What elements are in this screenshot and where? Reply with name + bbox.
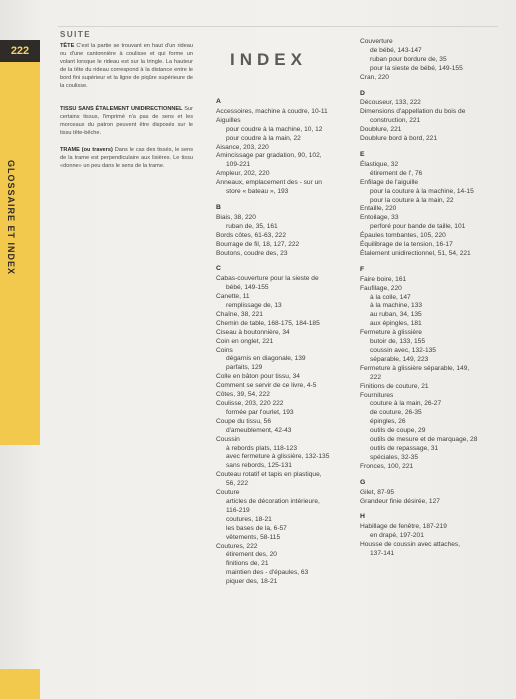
- index-entry: Bords côtes, 61-63, 222: [216, 231, 287, 239]
- index-entry: Épaules tombantes, 105, 220: [360, 232, 446, 240]
- index-entry: store « bateau », 193: [226, 188, 289, 196]
- index-letter-heading: H: [360, 513, 365, 521]
- index-entry: 116-219: [226, 506, 250, 514]
- index-entry: pour la couture à la machine, 14-15: [370, 187, 474, 195]
- glossary-entry: [60, 42, 193, 90]
- index-entry: pour coudre à la main, 22: [226, 134, 301, 142]
- index-entry: à la colle, 147: [370, 293, 411, 301]
- index-entry: Fermeture à glissière séparable, 149,: [360, 364, 470, 372]
- index-letter-heading: C: [216, 265, 221, 273]
- index-entry: Dimensions d'appellation du bois de: [360, 108, 466, 116]
- index-entry: Chemin de table, 168-175, 184-185: [216, 319, 320, 327]
- header-rule: [58, 26, 498, 27]
- index-entry: perforé pour bande de taille, 101: [370, 223, 466, 231]
- index-column-1: [216, 98, 356, 587]
- index-entry: Côtes, 39, 54, 222: [216, 391, 270, 399]
- index-entry: finitions de, 21: [226, 560, 269, 568]
- index-entry: à rebords plats, 118-123: [226, 444, 297, 452]
- index-letter-heading: D: [360, 89, 365, 97]
- index-entry: Doublure, 221: [360, 126, 402, 134]
- glossary-entry: [60, 105, 193, 137]
- index-entry: Fermeture à glissière: [360, 329, 422, 337]
- index-letter-heading: F: [360, 265, 365, 273]
- index-entry: Étalement unidirectionnel, 51, 54, 221: [360, 249, 471, 257]
- index-entry: piquer des, 18-21: [226, 578, 278, 586]
- index-entry: Couteau rotatif et tapis en plastique,: [216, 471, 322, 479]
- index-entry: pour la couture à la main, 22: [370, 196, 454, 204]
- index-entry: Cran, 220: [360, 73, 389, 81]
- index-entry: Élastique, 32: [360, 160, 399, 168]
- glossary-entry: [60, 146, 193, 170]
- index-entry: 137-141: [370, 550, 395, 558]
- index-entry: pour coudre à la machine, 10, 12: [226, 125, 323, 133]
- glossary-text: C'est la partie se trouvant en haut d'un rideau ou d'une cantonnière à coulisse et qui forme un volant lorsque le rideau est sur la tringle. La hauteur de la tête du rideau correspond à la distance entre le bord fini supérieur et la ligne de piqûre supérieure de la coulisse.: [60, 43, 194, 89]
- index-entry: Entaille, 220: [360, 205, 397, 213]
- index-entry: ruban pour bordure de, 35: [370, 55, 447, 63]
- index-entry: à la machine, 133: [370, 302, 423, 310]
- index-entry: Coins: [216, 346, 233, 354]
- index-entry: Couture: [216, 489, 240, 497]
- index-entry: étirement des, 20: [226, 551, 277, 559]
- page-number: 222: [0, 40, 40, 62]
- index-entry: bébé, 149-155: [226, 284, 269, 292]
- index-entry: Ciseau à boutonnière, 34: [216, 328, 290, 336]
- index-entry: vêtements, 58-115: [226, 533, 281, 541]
- index-letter-heading: B: [216, 203, 221, 211]
- index-entry: Colle en bâton pour tissu, 34: [216, 373, 300, 381]
- index-entry: de couture, 26-35: [370, 409, 422, 417]
- index-letter-heading: E: [360, 150, 365, 158]
- index-entry: Couverture: [360, 38, 393, 45]
- index-entry: dégarnis en diagonale, 139: [226, 355, 306, 363]
- index-entry: Coussin: [216, 435, 240, 443]
- index-letter-heading: G: [360, 478, 366, 486]
- index-entry: sans rebords, 125-131: [226, 462, 292, 470]
- index-entry: Enfilage de l'aiguille: [360, 178, 419, 186]
- index-entry: Accessoires, machine à coudre, 10-11: [216, 107, 328, 115]
- index-entry: Grandeur finie désirée, 127: [360, 497, 440, 505]
- index-entry: Aisance, 203, 220: [216, 143, 269, 151]
- index-entry: maintien des - d'épaules, 63: [226, 569, 309, 577]
- index-entry: Chaîne, 38, 221: [216, 310, 263, 318]
- index-entry: ruban de, 35, 161: [226, 222, 278, 230]
- index-entry: au ruban, 34, 135: [370, 311, 422, 319]
- index-entry: formée par l'ourlet, 193: [226, 408, 294, 416]
- index-entry: Cabas-couverture pour la sieste de: [216, 275, 319, 283]
- index-entry: les bases de la, 6-57: [226, 524, 287, 532]
- glossary-term: TRAME (ou travers): [60, 147, 113, 153]
- index-entry: Housse de coussin avec attaches,: [360, 541, 461, 549]
- index-entry: Anneaux, emplacement des - sur un: [216, 179, 322, 187]
- index-entry: outils de coupe, 29: [370, 427, 426, 435]
- index-entry: Boutons, coudre des, 23: [216, 249, 288, 257]
- index-entry: séparable, 149, 223: [370, 355, 429, 363]
- index-entry: parfaits, 129: [226, 364, 263, 372]
- glossary-text: Sur certains tissus, l'imprimé n'a pas de sens et les morceaux du patron peuvent être disposés sur le tissu tête-bêche.: [60, 106, 193, 136]
- index-entry: couture à la main, 26-27: [370, 400, 442, 408]
- index-entry: Doublure bord à bord, 221: [360, 135, 437, 143]
- suite-label: SUITE: [60, 30, 92, 39]
- sidebar-title: GLOSSAIRE ET INDEX: [6, 160, 16, 276]
- glossary-term: TISSU SANS ÉTALEMENT UNIDIRECTIONNEL: [60, 106, 183, 112]
- index-entry: de bébé, 143-147: [370, 46, 422, 54]
- index-title: INDEX: [230, 50, 307, 69]
- index-entry: 222: [370, 373, 382, 381]
- index-entry: Bourrage de fil, 18, 127, 222: [216, 240, 300, 248]
- index-entry: 109-221: [226, 161, 251, 169]
- index-entry: coutures, 18-21: [226, 515, 272, 523]
- index-entry: Fronces, 100, 221: [360, 462, 414, 470]
- index-entry: épingles, 26: [370, 418, 406, 426]
- index-letter-heading: A: [216, 98, 221, 105]
- index-entry: 56, 222: [226, 480, 248, 488]
- index-entry: Canette, 11: [216, 293, 250, 301]
- index-entry: Gilet, 87-95: [360, 488, 395, 496]
- index-entry: remplissage de, 13: [226, 302, 282, 310]
- index-entry: aux épingles, 181: [370, 320, 422, 328]
- index-column-2: [360, 38, 510, 559]
- index-entry: Faufilage, 220: [360, 284, 402, 292]
- index-entry: Aiguilles: [216, 116, 241, 124]
- index-entry: Comment se servir de ce livre, 4-5: [216, 382, 317, 390]
- index-entry: articles de décoration intérieure,: [226, 497, 320, 505]
- index-entry: Coin en onglet, 221: [216, 337, 274, 345]
- index-entry: Entoilage, 33: [360, 214, 399, 222]
- index-entry: Coulisse, 203, 220 222: [216, 400, 284, 407]
- index-entry: Fournitures: [360, 391, 394, 399]
- index-entry: pour la sieste de bébé, 149-155: [370, 64, 463, 72]
- index-entry: Découseur, 133, 222: [360, 99, 421, 107]
- index-entry: étirement de l', 76: [370, 169, 423, 177]
- index-entry: en drapé, 197-201: [370, 532, 424, 540]
- index-entry: Biais, 38, 220: [216, 213, 256, 221]
- index-entry: Équilibrage de la tension, 16-17: [360, 241, 453, 249]
- glossary-text: Dans le cas des tissés, le sens de la trame est perpendiculaire aux lisières. Le tissu «donne» un peu dans le sens de la trame.: [60, 147, 193, 169]
- index-entry: Faire boire, 161: [360, 275, 407, 283]
- index-entry: Coupe du tissu, 56: [216, 417, 271, 425]
- index-entry: Amincissage par gradation, 90, 102,: [216, 152, 322, 160]
- index-entry: construction, 221: [370, 117, 421, 125]
- index-entry: Coutures, 222: [216, 542, 258, 550]
- index-entry: butoir de, 133, 155: [370, 338, 425, 346]
- index-entry: spéciales, 32-35: [370, 453, 419, 461]
- index-entry: Finitions de couture, 21: [360, 382, 429, 390]
- index-entry: avec fermeture à glissière, 132-135: [226, 453, 330, 461]
- index-entry: Habillage de fenêtre, 187-219: [360, 523, 447, 531]
- index-entry: outils de repassage, 31: [370, 444, 439, 452]
- index-entry: outils de mesure et de marquage, 28: [370, 436, 478, 444]
- index-entry: Ampleur, 202, 220: [216, 170, 270, 178]
- glossary-term: TÊTE: [60, 43, 75, 49]
- index-entry: coussin avec, 132-135: [370, 347, 436, 354]
- sidebar-bottom-block: [0, 669, 40, 699]
- index-entry: d'ameublement, 42-43: [226, 426, 292, 434]
